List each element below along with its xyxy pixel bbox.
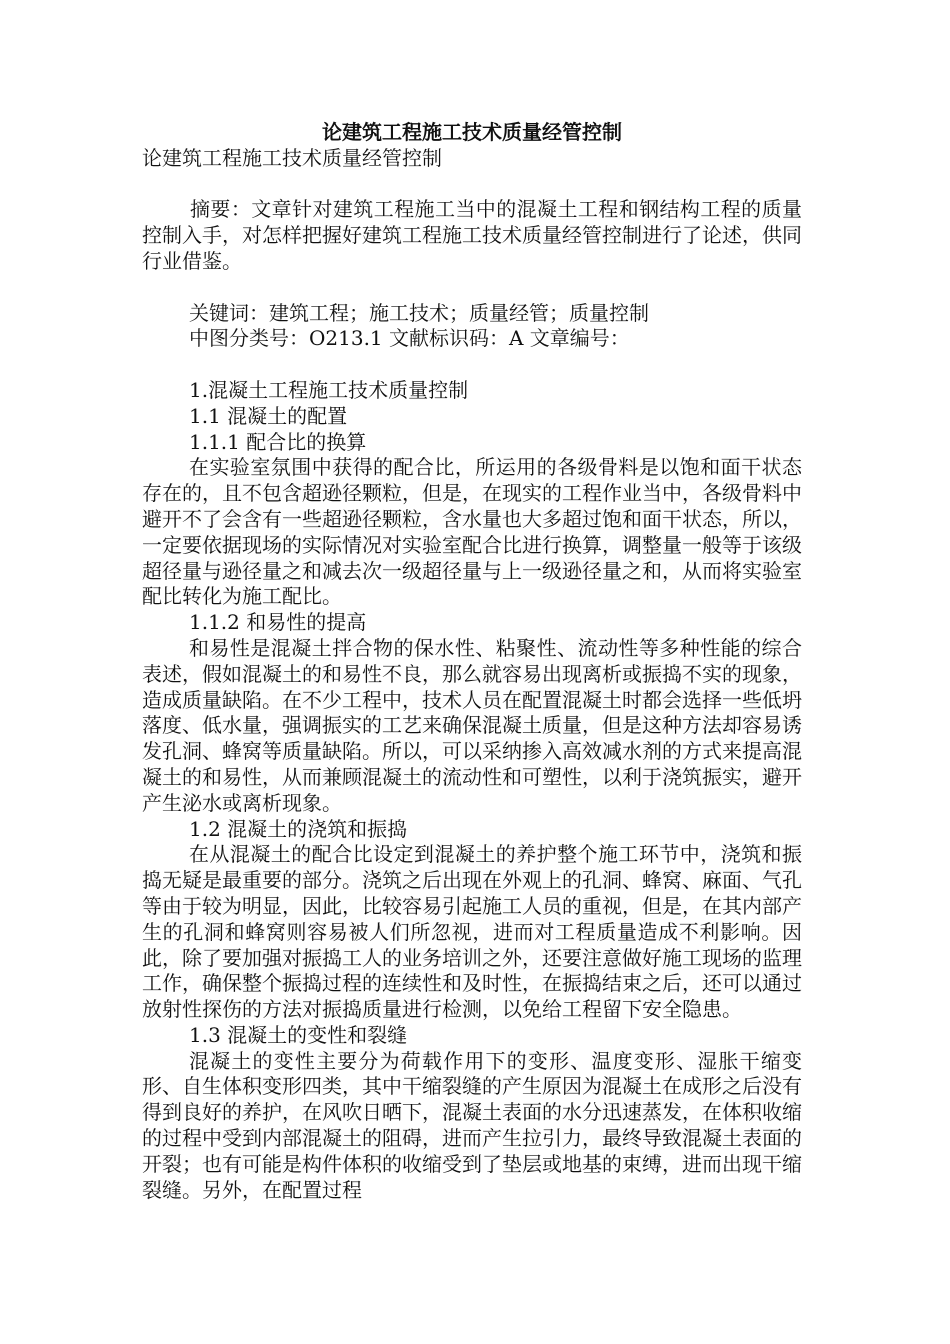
- keywords-line: 关键词：建筑工程；施工技术；质量经管；质量控制: [189, 300, 649, 325]
- section-heading-1-1-2: 1.1.2 和易性的提高: [189, 610, 367, 635]
- section-heading-1: 1.混凝土工程施工技术质量控制: [189, 377, 469, 402]
- body-paragraph-1: 在实验室氛围中获得的配合比，所运用的各级骨料是以饱和面干状态存在的，且不包含超逊径颗粒，但是，在现实的工程作业当中，各级骨料中避开不了会含有一些超逊径颗粒，含水量也大多超过饱和面干状态，所以，一定要依据现场的实际情况对实验室配合比进行换算，调整量一般等于该级超径量与逊径量之和减去次一级超径量与上一级逊径量之和，从而将实验室配比转化为施工配比。: [142, 455, 802, 609]
- spacer: [142, 352, 802, 378]
- section-heading-1-2: 1.2 混凝土的浇筑和振捣: [189, 816, 408, 841]
- classification-line: 中图分类号：O213.1 文献标识码：A 文章编号：: [189, 326, 630, 351]
- document-subtitle: 论建筑工程施工技术质量经管控制: [142, 145, 442, 170]
- body-paragraph-3: 在从混凝土的配合比设定到混凝土的养护整个施工环节中，浇筑和振捣无疑是最重要的部分。浇筑之后出现在外观上的孔洞、蜂窝、麻面、气孔等由于较为明显，因此，比较容易引起施工人员的重视，但是，在其内部产生的孔洞和蜂窝则容易被人们所忽视，进而对工程质量造成不利影响。因此，除了要加强对振捣工人的业务培训之外，还要注意做好施工现场的监理工作，确保整个振捣过程的连续性和及时性，在振捣结束之后，还可以通过放射性探伤的方法对振捣质量进行检测，以免给工程留下安全隐患。: [142, 842, 802, 1022]
- abstract-paragraph: 摘要：文章针对建筑工程施工当中的混凝土工程和钢结构工程的质量控制入手，对怎样把握好建筑工程施工技术质量经管控制进行了论述，供同行业借鉴。: [142, 197, 802, 273]
- body-paragraph-4: 混凝土的变性主要分为荷载作用下的变形、温度变形、湿胀干缩变形、自生体积变形四类，其中干缩裂缝的产生原因为混凝土在成形之后没有得到良好的养护，在风吹日晒下，混凝土表面的水分迅速蒸发，在体积收缩的过程中受到内部混凝土的阻碍，进而产生拉引力，最终导致混凝土表面的开裂；也有可能是构件体积的收缩受到了垫层或地基的束缚，进而出现干缩裂缝。另外，在配置过程: [142, 1048, 802, 1202]
- document-page: [142, 120, 802, 1203]
- section-heading-1-1-1: 1.1.1 配合比的换算: [189, 429, 367, 454]
- spacer: [142, 172, 802, 198]
- document-title: 论建筑工程施工技术质量经管控制: [322, 120, 622, 144]
- spacer: [142, 275, 802, 301]
- section-heading-1-1: 1.1 混凝土的配置: [189, 403, 348, 428]
- section-heading-1-3: 1.3 混凝土的变性和裂缝: [189, 1022, 408, 1047]
- body-paragraph-2: 和易性是混凝土拌合物的保水性、粘聚性、流动性等多种性能的综合表述，假如混凝土的和易性不良，那么就容易出现离析或振捣不实的现象，造成质量缺陷。在不少工程中，技术人员在配置混凝土时都会选择一些低坍落度、低水量，强调振实的工艺来确保混凝土质量，但是这种方法却容易诱发孔洞、蜂窝等质量缺陷。所以，可以采纳掺入高效减水剂的方式来提高混凝土的和易性，从而兼顾混凝土的流动性和可塑性，以利于浇筑振实，避开产生泌水或离析现象。: [142, 635, 802, 815]
